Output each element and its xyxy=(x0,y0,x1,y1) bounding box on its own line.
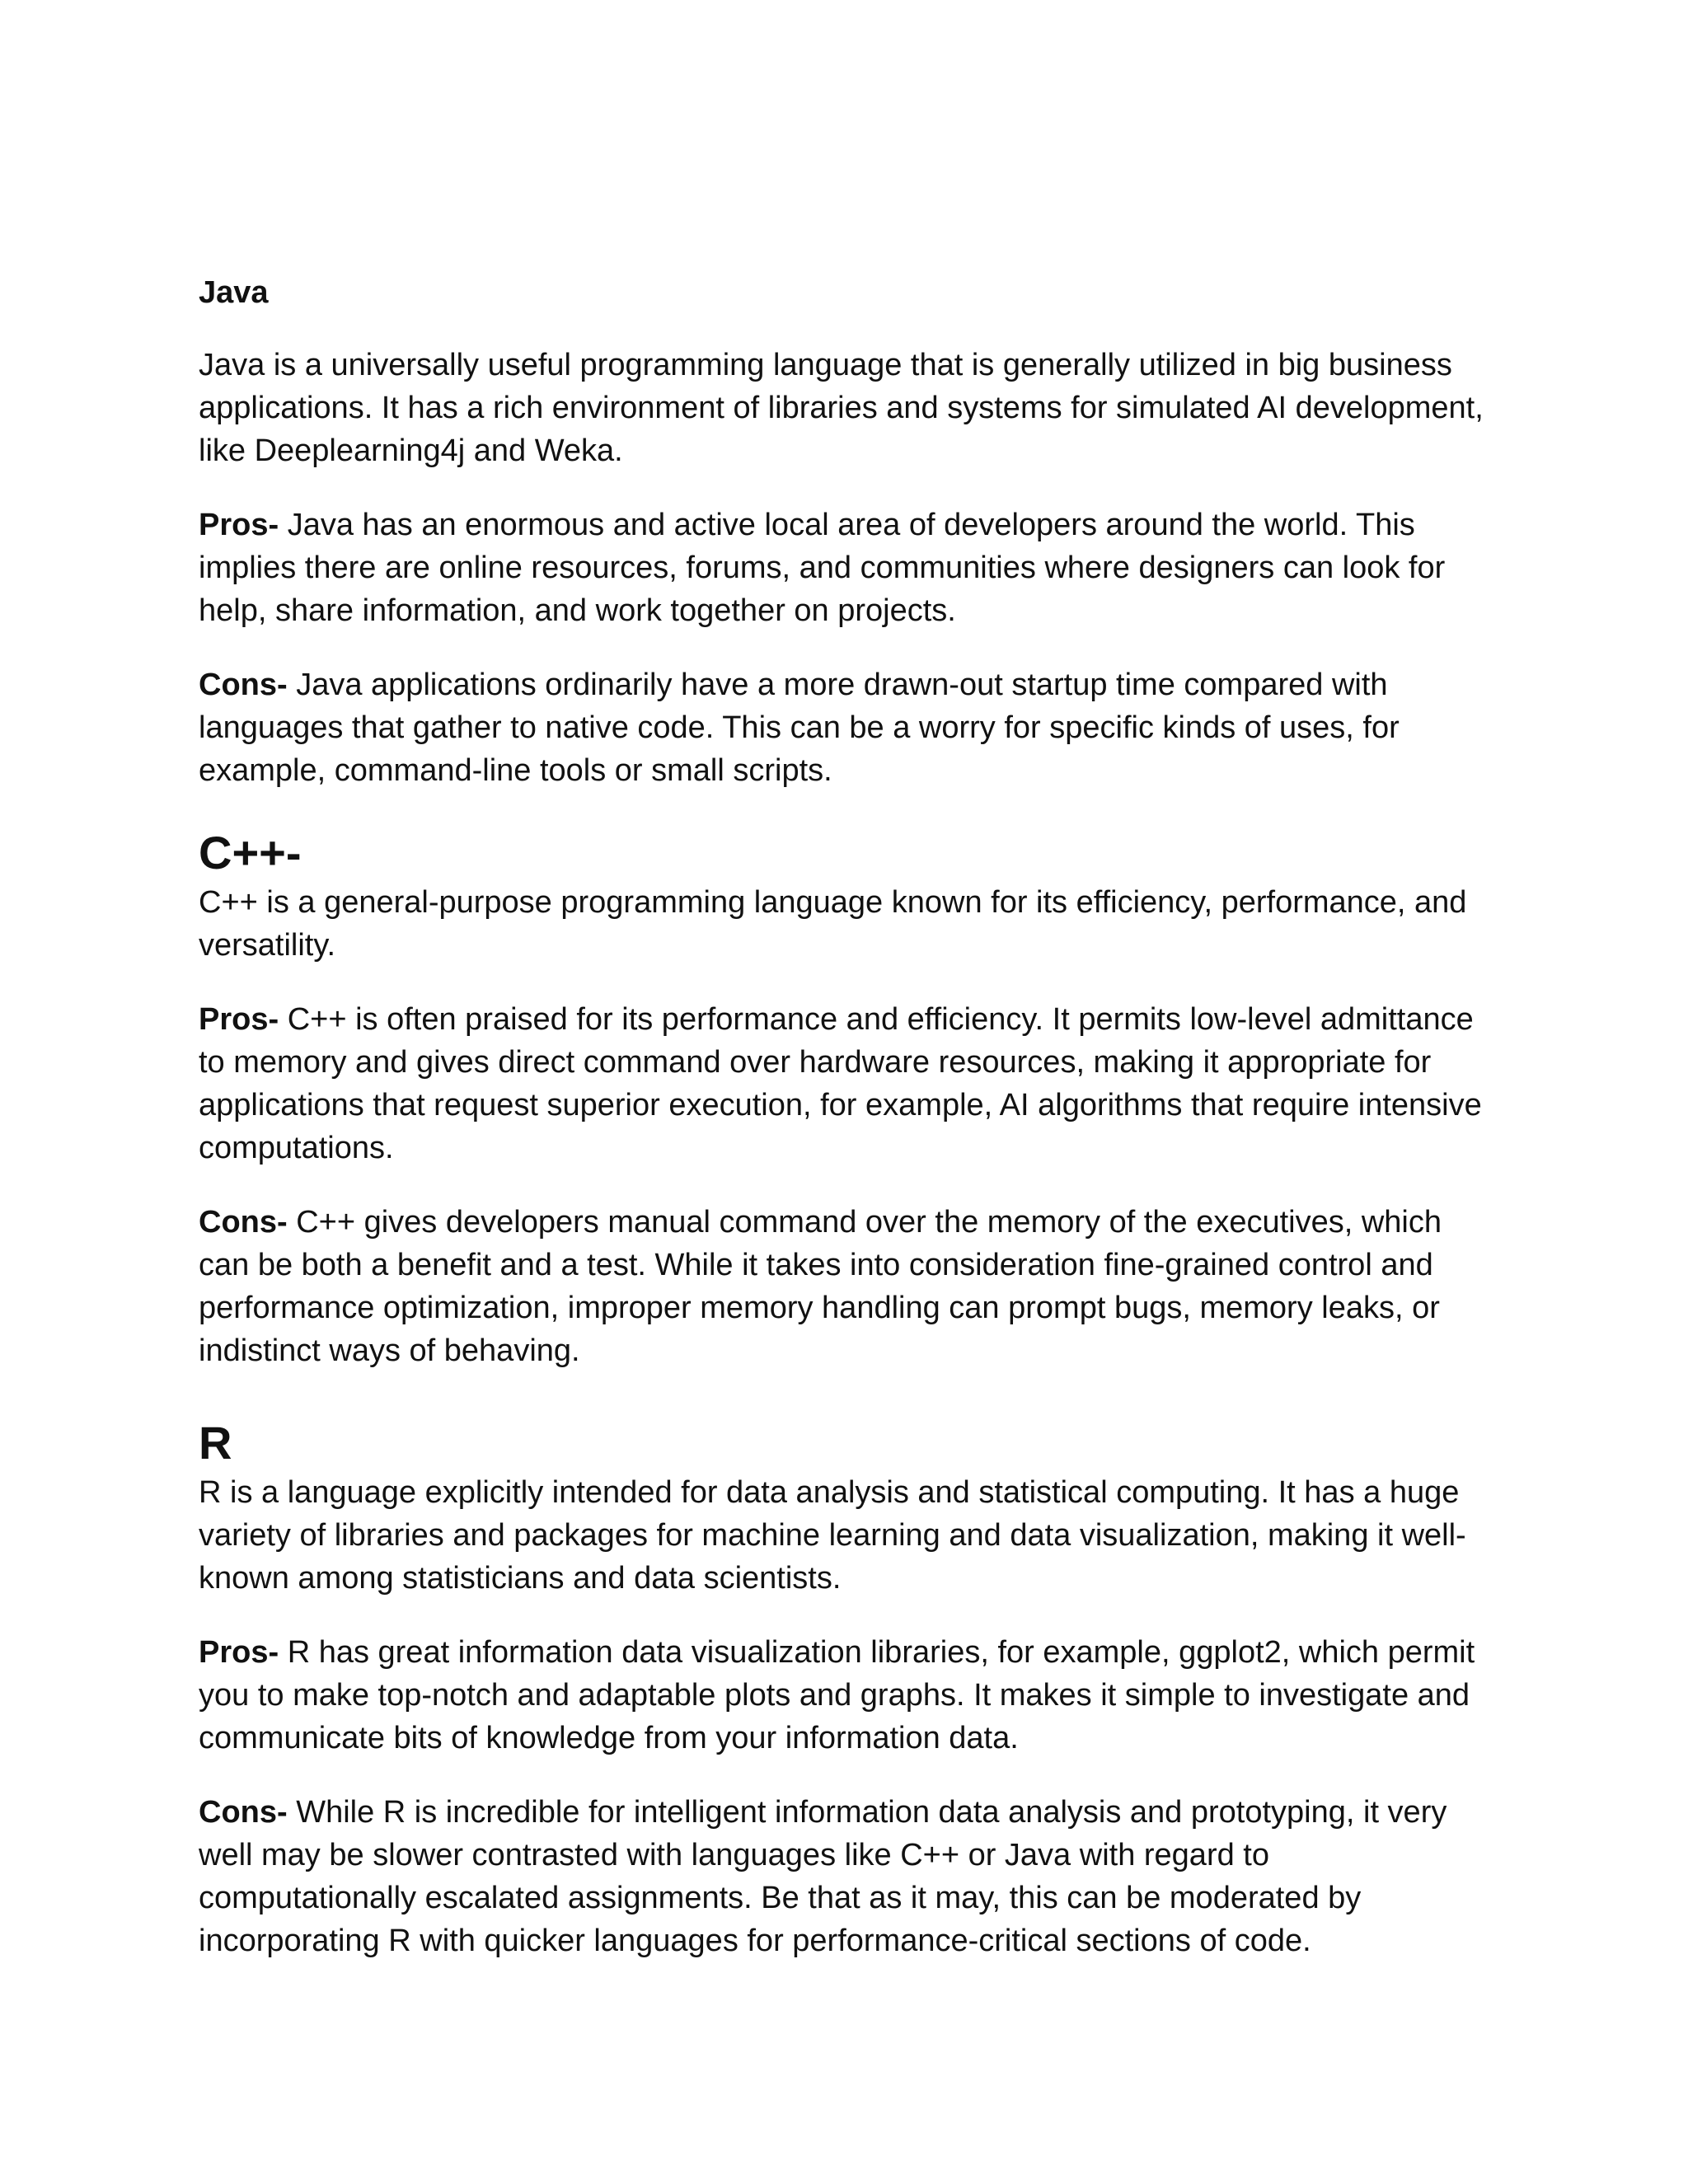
pros-text: Java has an enormous and active local area of developers around the world. This implies there are online resources, forums, and communities where designers can look for help, share information, and work together on projects. xyxy=(199,508,1446,628)
cpp-pros xyxy=(199,998,1493,1169)
r-intro: R is a language explicitly intended for data analysis and statistical computing. It has a huge variety of libraries and packages for machine learning and data visualization, making it well-known among statisticians and data scientists. xyxy=(199,1475,1466,1596)
java-intro: Java is a universally useful programming language that is generally utilized in big business applications. It has a rich environment of libraries and systems for simulated AI development, like Deeplearning4j and Weka. xyxy=(199,348,1484,468)
pros-label: Pros- xyxy=(199,1635,279,1670)
section-title-cpp: C++- xyxy=(199,827,302,879)
cons-label: Cons- xyxy=(199,1205,288,1240)
section-title-r: R xyxy=(199,1417,232,1469)
pros-text: R has great information data visualization libraries, for example, ggplot2, which permit you to make top-notch and adaptable plots and graphs. It makes it simple to investigate and communicate bits of knowledge from your information data. xyxy=(199,1635,1475,1755)
cons-text: While R is incredible for intelligent information data analysis and prototyping, it very well may be slower contrasted with languages like C++ or Java with regard to computationally escalated assignments. Be that as it may, this can be moderated by incorporating R with quicker languages for performance-critical sections of code. xyxy=(199,1795,1447,1958)
cons-label: Cons- xyxy=(199,1795,288,1830)
cons-label: Cons- xyxy=(199,668,288,702)
r-cons xyxy=(199,1791,1493,1962)
pros-text: C++ is often praised for its performance and efficiency. It permits low-level admittance to memory and gives direct command over hardware resources, making it appropriate for applications that request superior execution, for example, AI algorithms that require intensive computations. xyxy=(199,1002,1482,1165)
java-pros xyxy=(199,504,1493,632)
pros-label: Pros- xyxy=(199,508,279,542)
cons-text: Java applications ordinarily have a more drawn-out startup time compared with languages that gather to native code. This can be a worry for specific kinds of uses, for example, command-line tools or small scripts. xyxy=(199,668,1400,788)
document-page xyxy=(199,270,1493,1994)
pros-label: Pros- xyxy=(199,1002,279,1037)
r-pros xyxy=(199,1631,1493,1760)
java-cons xyxy=(199,663,1493,792)
section-title-java: Java xyxy=(199,275,269,310)
cpp-intro: C++ is a general-purpose programming language known for its efficiency, performance, and versatility. xyxy=(199,885,1467,963)
cpp-cons xyxy=(199,1201,1493,1372)
cons-text: C++ gives developers manual command over the memory of the executives, which can be both a benefit and a test. While it takes into consideration fine-grained control and performance optimization, improper memory handling can prompt bugs, memory leaks, or indistinct ways of behaving. xyxy=(199,1205,1442,1368)
